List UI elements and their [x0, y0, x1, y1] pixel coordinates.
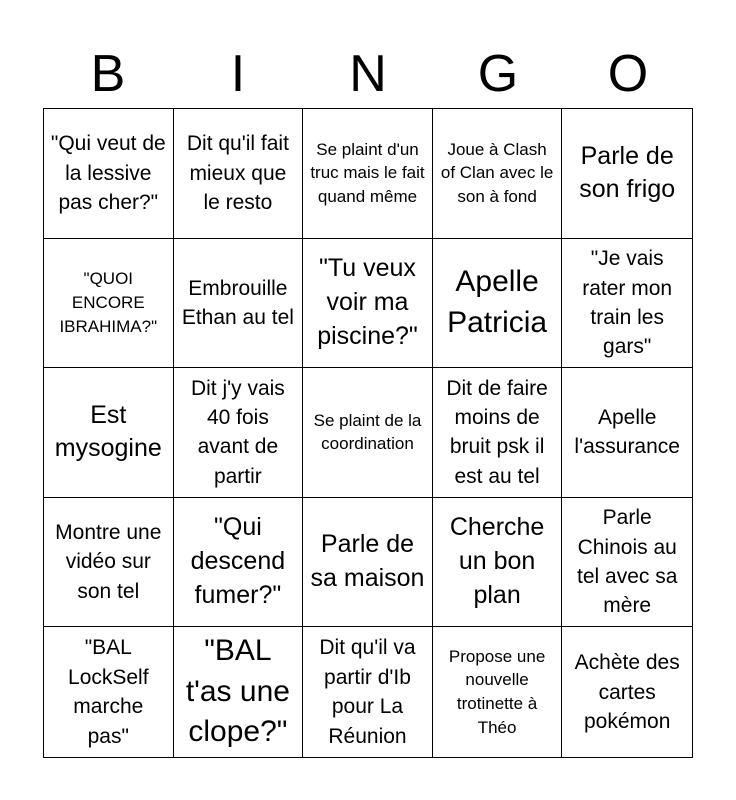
cell-text: Cherche un bon plan	[449, 513, 545, 609]
cell-text: Apelle l'assurance	[574, 406, 680, 459]
bingo-header	[43, 40, 693, 108]
bingo-cell[interactable]	[44, 498, 174, 628]
bingo-cell[interactable]	[44, 109, 174, 239]
cell-text: Se plaint d'un truc mais le fait quand même	[310, 139, 425, 207]
bingo-cell[interactable]	[303, 627, 433, 757]
cell-text: "Tu veux voir ma piscine?"	[317, 254, 418, 350]
cell-text: Embrouille Ethan au tel	[181, 276, 294, 329]
bingo-cell[interactable]	[562, 498, 692, 628]
header-letter-n: N	[349, 45, 387, 103]
bingo-cell[interactable]	[562, 627, 692, 757]
bingo-cell[interactable]	[174, 627, 304, 757]
cell-text: Achète des cartes pokémon	[574, 651, 680, 733]
header-letter-g: G	[477, 45, 519, 103]
cell-text: "BAL LockSelf marche pas"	[68, 636, 149, 748]
cell-text: Se plaint de la coordination	[313, 410, 422, 454]
cell-text: Dit qu'il fait mieux que le resto	[186, 132, 289, 214]
bingo-grid	[43, 108, 693, 758]
bingo-cell[interactable]	[44, 239, 174, 369]
bingo-cell[interactable]	[303, 109, 433, 239]
cell-text: Dit de faire moins de bruit psk il est au tel	[446, 376, 548, 488]
bingo-cell[interactable]	[174, 368, 304, 498]
cell-text: Parle de sa maison	[310, 530, 425, 593]
header-letter-i: I	[230, 45, 246, 103]
cell-text: Dit j'y vais 40 fois avant de partir	[190, 376, 285, 488]
bingo-cell[interactable]	[433, 239, 563, 369]
cell-text: "Qui descend fumer?"	[190, 513, 286, 609]
bingo-cell[interactable]	[174, 239, 304, 369]
cell-text: Parle Chinois au tel avec sa mère	[577, 506, 678, 618]
bingo-cell[interactable]	[433, 368, 563, 498]
bingo-cell[interactable]	[562, 368, 692, 498]
cell-text: "QUOI ENCORE IBRAHIMA?"	[59, 269, 158, 336]
bingo-cell[interactable]	[44, 627, 174, 757]
bingo-cell[interactable]	[433, 498, 563, 628]
bingo-cell[interactable]	[44, 368, 174, 498]
header-letter-b: B	[90, 45, 126, 103]
cell-text: Est mysogine	[54, 400, 162, 463]
bingo-cell[interactable]	[174, 109, 304, 239]
bingo-cell[interactable]	[303, 498, 433, 628]
bingo-cell[interactable]	[303, 368, 433, 498]
header-letter-o: O	[607, 45, 649, 103]
cell-text: Propose une nouvelle trotinette à Théo	[448, 646, 546, 737]
cell-text: "BAL t'as une clope?"	[185, 634, 290, 749]
bingo-cell[interactable]	[433, 109, 563, 239]
bingo-cell[interactable]	[174, 498, 304, 628]
cell-text: Dit qu'il va partir d'Ib pour La Réunion	[319, 636, 416, 748]
cell-text: "Je vais rater mon train les gars"	[582, 247, 673, 359]
bingo-cell[interactable]	[562, 239, 692, 369]
cell-text: "Qui veut de la lessive pas cher?"	[50, 132, 166, 214]
cell-text: Apelle Patricia	[447, 265, 548, 339]
bingo-cell[interactable]	[562, 109, 692, 239]
bingo-cell[interactable]	[303, 239, 433, 369]
cell-text: Parle de son frigo	[579, 141, 676, 204]
bingo-cell[interactable]	[433, 627, 563, 757]
cell-text: Joue à Clash of Clan avec le son à fond	[440, 139, 554, 207]
cell-text: Montre une vidéo sur son tel	[55, 521, 162, 603]
